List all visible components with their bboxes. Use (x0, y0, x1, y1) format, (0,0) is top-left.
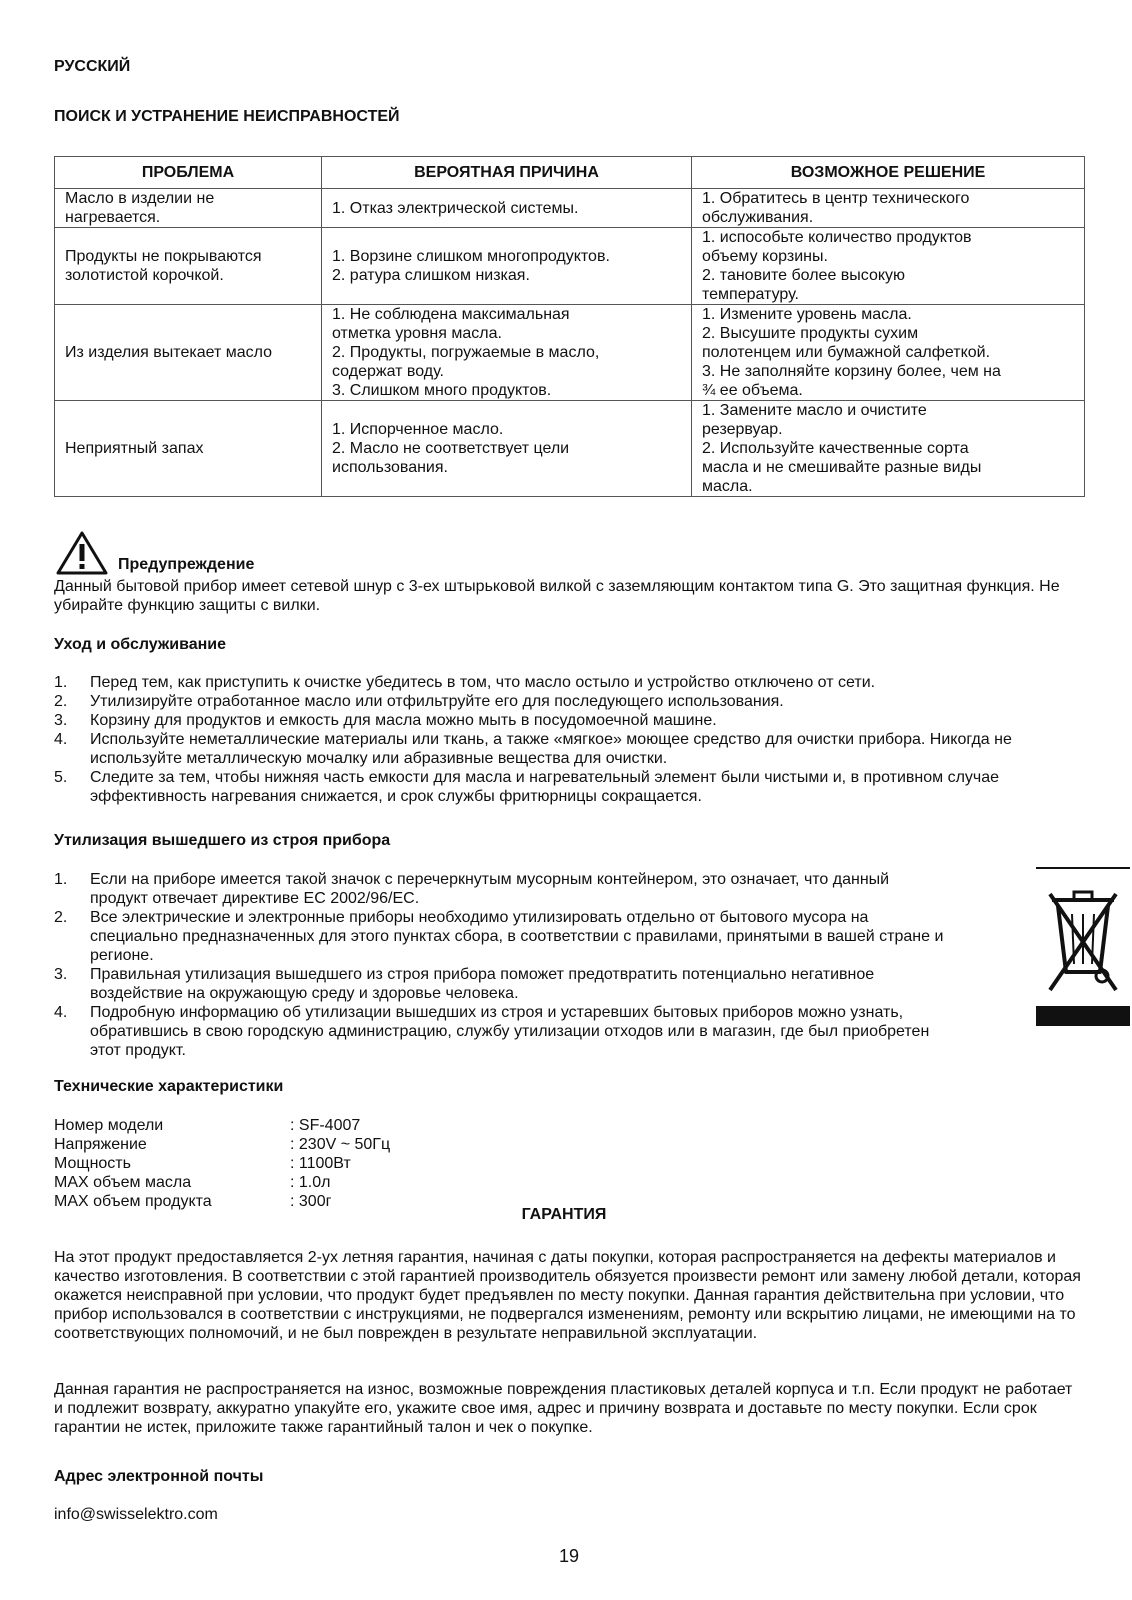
list-item: 2. Все электрические и электронные приборы необходимо утилизировать отдельно от бытового мусора на специально предназначенных для этого пунктах сбора, в соответствии с правилами, принятыми в вашей стране и регионе. (54, 909, 944, 964)
problem-cell: Масло в изделии не нагревается. (55, 189, 322, 228)
warning-title: Предупреждение (118, 556, 255, 573)
solution-cell: 1. Измените уровень масла. 2. Высушите продукты сухим полотенцем или бумажной салфеткой. 3. Не заполняйте корзину более, чем на ¾ ее объема. (692, 305, 1085, 401)
cause-cell: 1. Ворзине слишком многопродуктов. 2. ратура слишком низкая. (322, 228, 692, 305)
troubleshooting-table (54, 156, 1085, 497)
problem-cell: Неприятный запах (55, 401, 322, 497)
spec-row (54, 1154, 390, 1173)
disposal-list (54, 870, 949, 1060)
solution-cell: 1. Замените масло и очистите резервуар. 2. Используйте качественные сорта масла и не смешивайте разные виды масла. (692, 401, 1085, 497)
solution-cell: 1. Обратитесь в центр технического обслуживания. (692, 189, 1085, 228)
cause-cell: 1. Отказ электрической системы. (322, 189, 692, 228)
spec-label: Напряжение (54, 1136, 147, 1153)
language-heading: РУССКИЙ (54, 58, 131, 75)
care-list (54, 673, 1084, 806)
list-item: 5. Следите за тем, чтобы нижняя часть емкости для масла и нагревательный элемент были чистыми и, в противном случае эффективность нагревания снижается, и срок службы фритюрницы сокращается. (54, 769, 1000, 805)
warning-text: Данный бытовой прибор имеет сетевой шнур с 3-ех штырьковой вилкой с заземляющим контактом типа G. Это защитная функция. Не убирайте функцию защиты с вилки. (54, 578, 1060, 614)
troubleshooting-title: ПОИСК И УСТРАНЕНИЕ НЕИСПРАВНОСТЕЙ (54, 108, 400, 125)
list-item: 3. Правильная утилизация вышедшего из строя прибора поможет предотвратить потенциально негативное воздействие на окружающую среду и здоровье человека. (54, 966, 875, 1002)
list-item: 4. Подробную информацию об утилизации вышедших из строя и устаревших бытовых приборов можно узнать, обратившись в свою городскую администрацию, службу утилизации отходов или в магазин, где был приобретен этот продукт. (54, 1004, 930, 1059)
spec-value: : 1100Вт (290, 1155, 351, 1172)
specs-table (54, 1116, 390, 1211)
spec-label: Мощность (54, 1155, 131, 1172)
spec-value: : 1.0л (290, 1174, 331, 1191)
solution-cell: 1. испособьте количество продуктов объему корзины. 2. тановите более высокую температуру. (692, 228, 1085, 305)
table-header-row (55, 157, 1085, 189)
spec-row (54, 1173, 390, 1192)
spec-label: MAX объем продукта (54, 1193, 212, 1210)
warranty-paragraph: Данная гарантия не распространяется на износ, возможные повреждения пластиковых деталей корпуса и т.п. Если продукт не работает и подлежит возврату, аккуратно упакуйте его, укажите свое имя, адрес и причину возврата и доставьте по месту покупки. Если срок гарантии не истек, приложите также гарантийный талон и чек о покупке. (54, 1381, 1073, 1436)
list-item: 2. Утилизируйте отработанное масло или отфильтруйте его для последующего использования. (54, 693, 784, 710)
cause-cell: 1. Не соблюдена максимальная отметка уровня масла. 2. Продукты, погружаемые в масло, содержат воду. 3. Слишком много продуктов. (322, 305, 692, 401)
warning-triangle-icon (56, 530, 108, 576)
table-row (55, 305, 1085, 401)
spec-value: : 230V ~ 50Гц (290, 1136, 391, 1153)
spec-label: MAX объем масла (54, 1174, 192, 1191)
disposal-title: Утилизация вышедшего из строя прибора (54, 832, 391, 849)
email-title: Адрес электронной почты (54, 1468, 264, 1485)
spec-row (54, 1116, 390, 1135)
list-item: 1. Если на приборе имеется такой значок с перечеркнутым мусорным контейнером, это означает, что данный продукт отвечает директиве EC 2002/96/EC. (54, 871, 890, 907)
warranty-paragraph: На этот продукт предоставляется 2-ух летняя гарантия, начиная с даты покупки, которая распространяется на дефекты материалов и качество изготовления. В соответствии с этой гарантией производитель обязуется произвести ремонт или замену любой детали, которая окажется неисправной при условии, что продукт будет предъявлен по месту покупки. Данная гарантия действительна при условии, что прибор использовался в соответствии с инструкциями, не подвергался изменениям, ремонту или вскрытию лицами, не имеющими на то соответствующих полномочий, и не был поврежден в результате неправильной эксплуатации. (54, 1249, 1081, 1342)
specs-title: Технические характеристики (54, 1078, 284, 1095)
cause-cell: 1. Испорченное масло. 2. Масло не соответствует цели использования. (322, 401, 692, 497)
table-row (55, 228, 1085, 305)
spec-row (54, 1192, 390, 1211)
list-item: 1. Перед тем, как приступить к очистке убедитесь в том, что масло остыло и устройство отключено от сети. (54, 674, 876, 691)
problem-cell: Из изделия вытекает масло (55, 305, 322, 401)
care-title: Уход и обслуживание (54, 636, 226, 653)
email-address: info@swisselektro.com (54, 1506, 218, 1523)
spec-value: : 300г (290, 1193, 332, 1210)
column-header-cause: ВЕРОЯТНАЯ ПРИЧИНА (322, 157, 692, 189)
spec-label: Номер модели (54, 1117, 164, 1134)
column-header-problem: ПРОБЛЕМА (55, 157, 322, 189)
list-item: 4. Используйте неметаллические материалы или ткань, а также «мягкое» моющее средство для очистки прибора. Никогда не используйте металлическую мочалку или абразивные вещества для очистки. (54, 731, 1012, 767)
problem-cell: Продукты не покрываются золотистой корочкой. (55, 228, 322, 305)
list-item: 3. Корзину для продуктов и емкость для масла можно мыть в посудомоечной машине. (54, 712, 717, 729)
column-header-solution: ВОЗМОЖНОЕ РЕШЕНИЕ (692, 157, 1085, 189)
spec-value: : SF-4007 (290, 1117, 361, 1134)
crossed-out-bin-icon (1036, 866, 1130, 1030)
table-row (55, 401, 1085, 497)
page-number: 19 (558, 1546, 580, 1566)
warranty-title: ГАРАНТИЯ (521, 1206, 607, 1223)
spec-row (54, 1135, 390, 1154)
table-row (55, 189, 1085, 228)
